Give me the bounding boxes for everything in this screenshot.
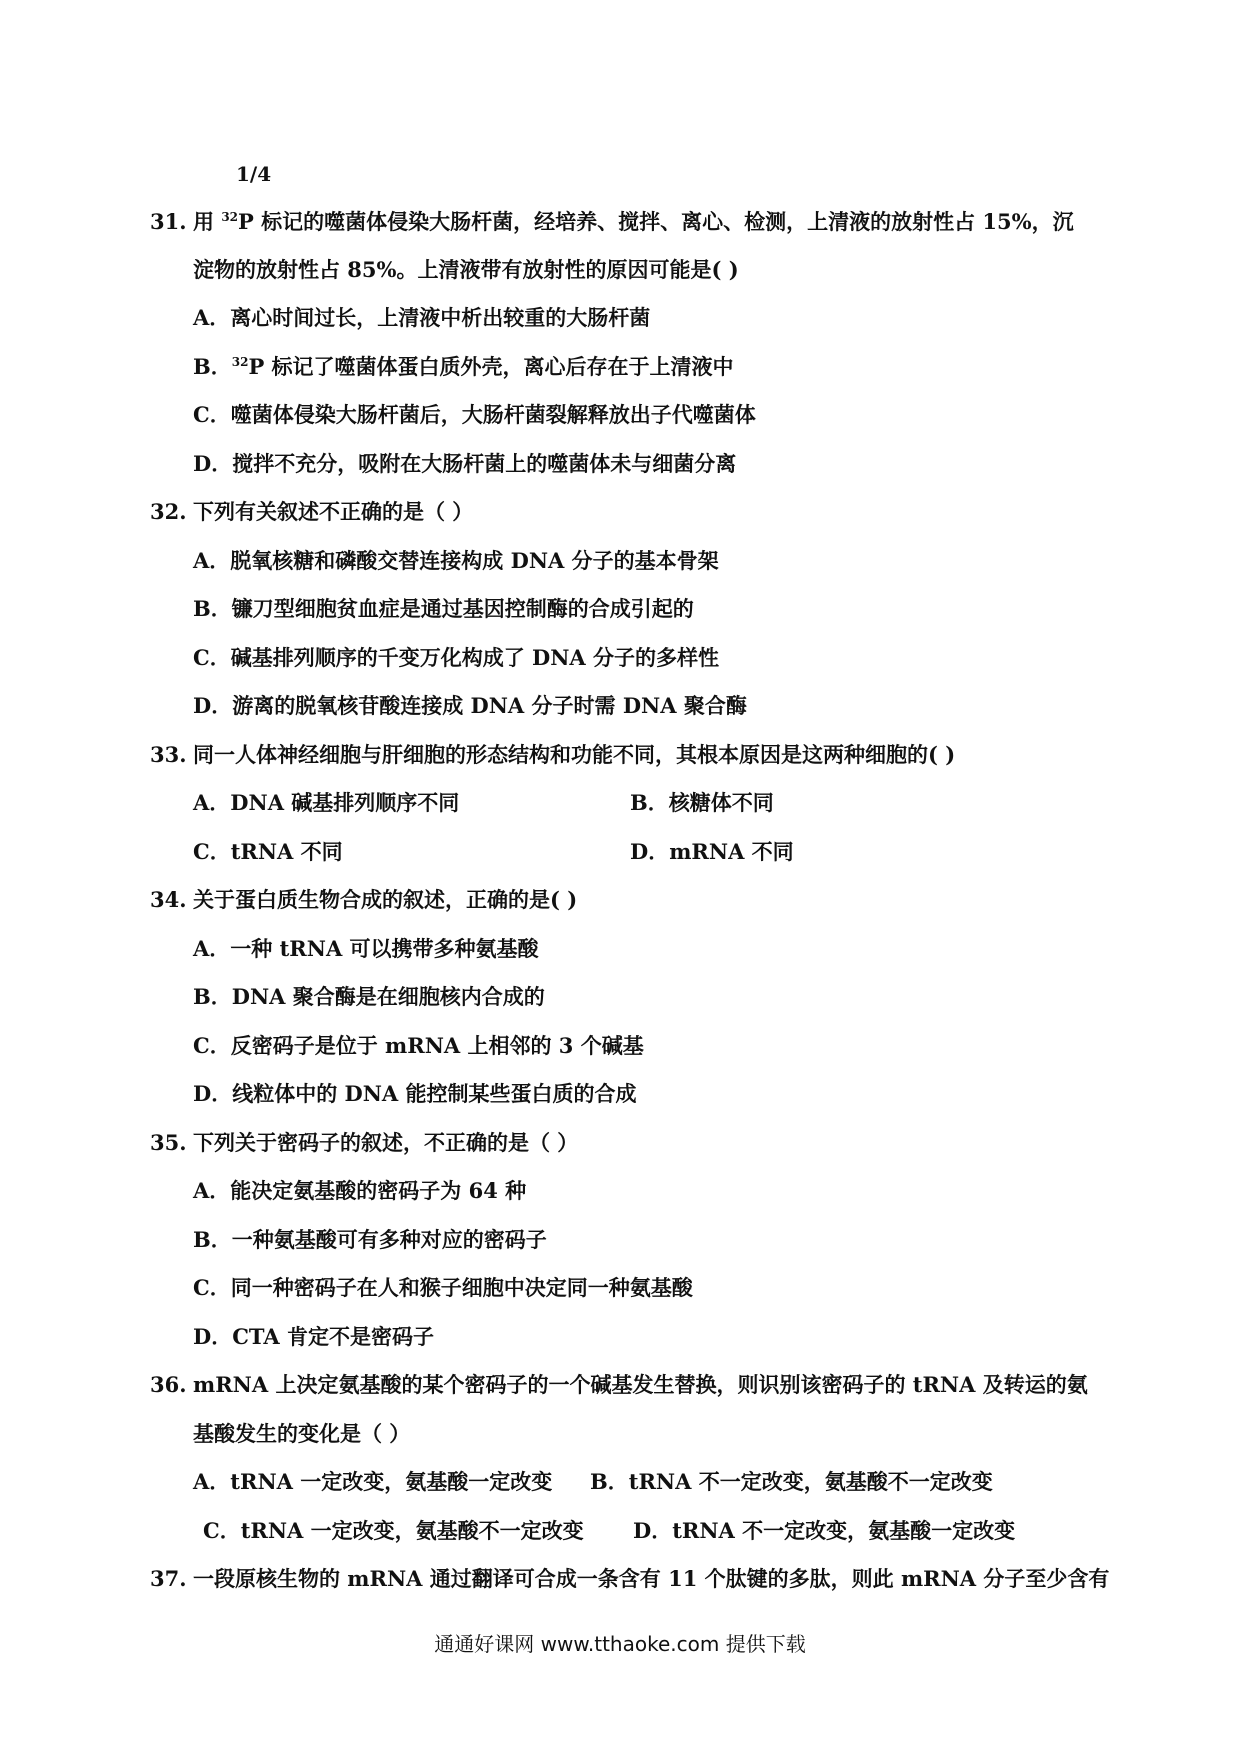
question-number: 33.: [150, 742, 187, 767]
option-d: D．CTA 肯定不是密码子: [193, 1324, 435, 1349]
option-c: C．碱基排列顺序的千变万化构成了 DNA 分子的多样性: [193, 645, 720, 670]
question-32: [150, 498, 473, 526]
option-b-label: B．: [193, 354, 232, 379]
option-b: B．tRNA 不一定改变，氨基酸不一定改变: [590, 1469, 993, 1494]
footer-credit: 通通好课网 www.tthaoke.com 提供下载: [434, 1632, 806, 1656]
option-a: A．能决定氨基酸的密码子为 64 种: [193, 1178, 527, 1203]
question-36: [150, 1371, 1088, 1399]
isotope-superscript: 32: [231, 355, 249, 369]
option-d: D．搅拌不充分，吸附在大肠杆菌上的噬菌体未与细菌分离: [193, 451, 737, 476]
option-c: C．反密码子是位于 mRNA 上相邻的 3 个碱基: [193, 1033, 644, 1058]
option-d: D．游离的脱氧核苷酸连接成 DNA 分子时需 DNA 聚合酶: [193, 693, 747, 718]
option-b: B．镰刀型细胞贫血症是通过基因控制酶的合成引起的: [193, 596, 694, 621]
option-a: A．脱氧核糖和磷酸交替连接构成 DNA 分子的基本骨架: [193, 548, 719, 573]
question-number: 36.: [150, 1372, 187, 1397]
question-number: 31.: [150, 209, 187, 234]
isotope-superscript: 32: [221, 210, 239, 224]
option-b: B．一种氨基酸可有多种对应的密码子: [193, 1227, 547, 1252]
question-text-pre: 用: [193, 209, 222, 234]
question-31: [150, 208, 1074, 236]
option-b: [193, 353, 734, 381]
option-b: B．DNA 聚合酶是在细胞核内合成的: [193, 984, 545, 1009]
question-text-continued: 淀物的放射性占 85%。上清液带有放射性的原因可能是( ): [193, 257, 739, 282]
question-text-continued: 基酸发生的变化是（ ）: [193, 1421, 411, 1446]
option-a: A．离心时间过长，上清液中析出较重的大肠杆菌: [193, 305, 651, 330]
question-34: [150, 886, 577, 914]
question-35: [150, 1129, 578, 1157]
question-text: 同一人体神经细胞与肝细胞的形态结构和功能不同，其根本原因是这两种细胞的( ): [193, 742, 956, 767]
option-a: A．tRNA 一定改变，氨基酸一定改变: [193, 1469, 553, 1494]
option-c: C．tRNA 不同: [193, 839, 343, 864]
question-text: mRNA 上决定氨基酸的某个密码子的一个碱基发生替换，则识别该密码子的 tRNA 及转运的氨: [193, 1372, 1088, 1397]
option-d: D．tRNA 不一定改变，氨基酸一定改变: [633, 1518, 1016, 1543]
question-text: 下列关于密码子的叙述，不正确的是（ ）: [193, 1130, 579, 1155]
question-text: P 标记的噬菌体侵染大肠杆菌，经培养、搅拌、离心、检测，上清液的放射性占 15%，沉: [238, 209, 1074, 234]
question-number: 34.: [150, 887, 187, 912]
question-text: 下列有关叙述不正确的是（ ）: [193, 499, 474, 524]
option-c: C．tRNA 一定改变，氨基酸不一定改变: [203, 1518, 584, 1543]
option-a: A．DNA 碱基排列顺序不同: [193, 790, 460, 815]
question-number: 37.: [150, 1566, 187, 1591]
question-text: 一段原核生物的 mRNA 通过翻译可合成一条含有 11 个肽键的多肽，则此 mRNA 分子至少含有: [193, 1566, 1110, 1591]
question-37: [150, 1565, 1109, 1593]
question-text: 关于蛋白质生物合成的叙述，正确的是( ): [193, 887, 578, 912]
option-b: B．核糖体不同: [630, 790, 774, 815]
option-c: C．同一种密码子在人和猴子细胞中决定同一种氨基酸: [193, 1275, 693, 1300]
question-number: 35.: [150, 1130, 187, 1155]
question-33: [150, 741, 955, 769]
option-c: C．噬菌体侵染大肠杆菌后，大肠杆菌裂解释放出子代噬菌体: [193, 402, 756, 427]
option-b-text: P 标记了噬菌体蛋白质外壳，离心后存在于上清液中: [248, 354, 734, 379]
question-number: 32.: [150, 499, 187, 524]
page-number: 1/4: [236, 162, 272, 186]
option-d: D．线粒体中的 DNA 能控制某些蛋白质的合成: [193, 1081, 637, 1106]
option-d: D．mRNA 不同: [630, 839, 794, 864]
option-a: A．一种 tRNA 可以携带多种氨基酸: [193, 936, 539, 961]
